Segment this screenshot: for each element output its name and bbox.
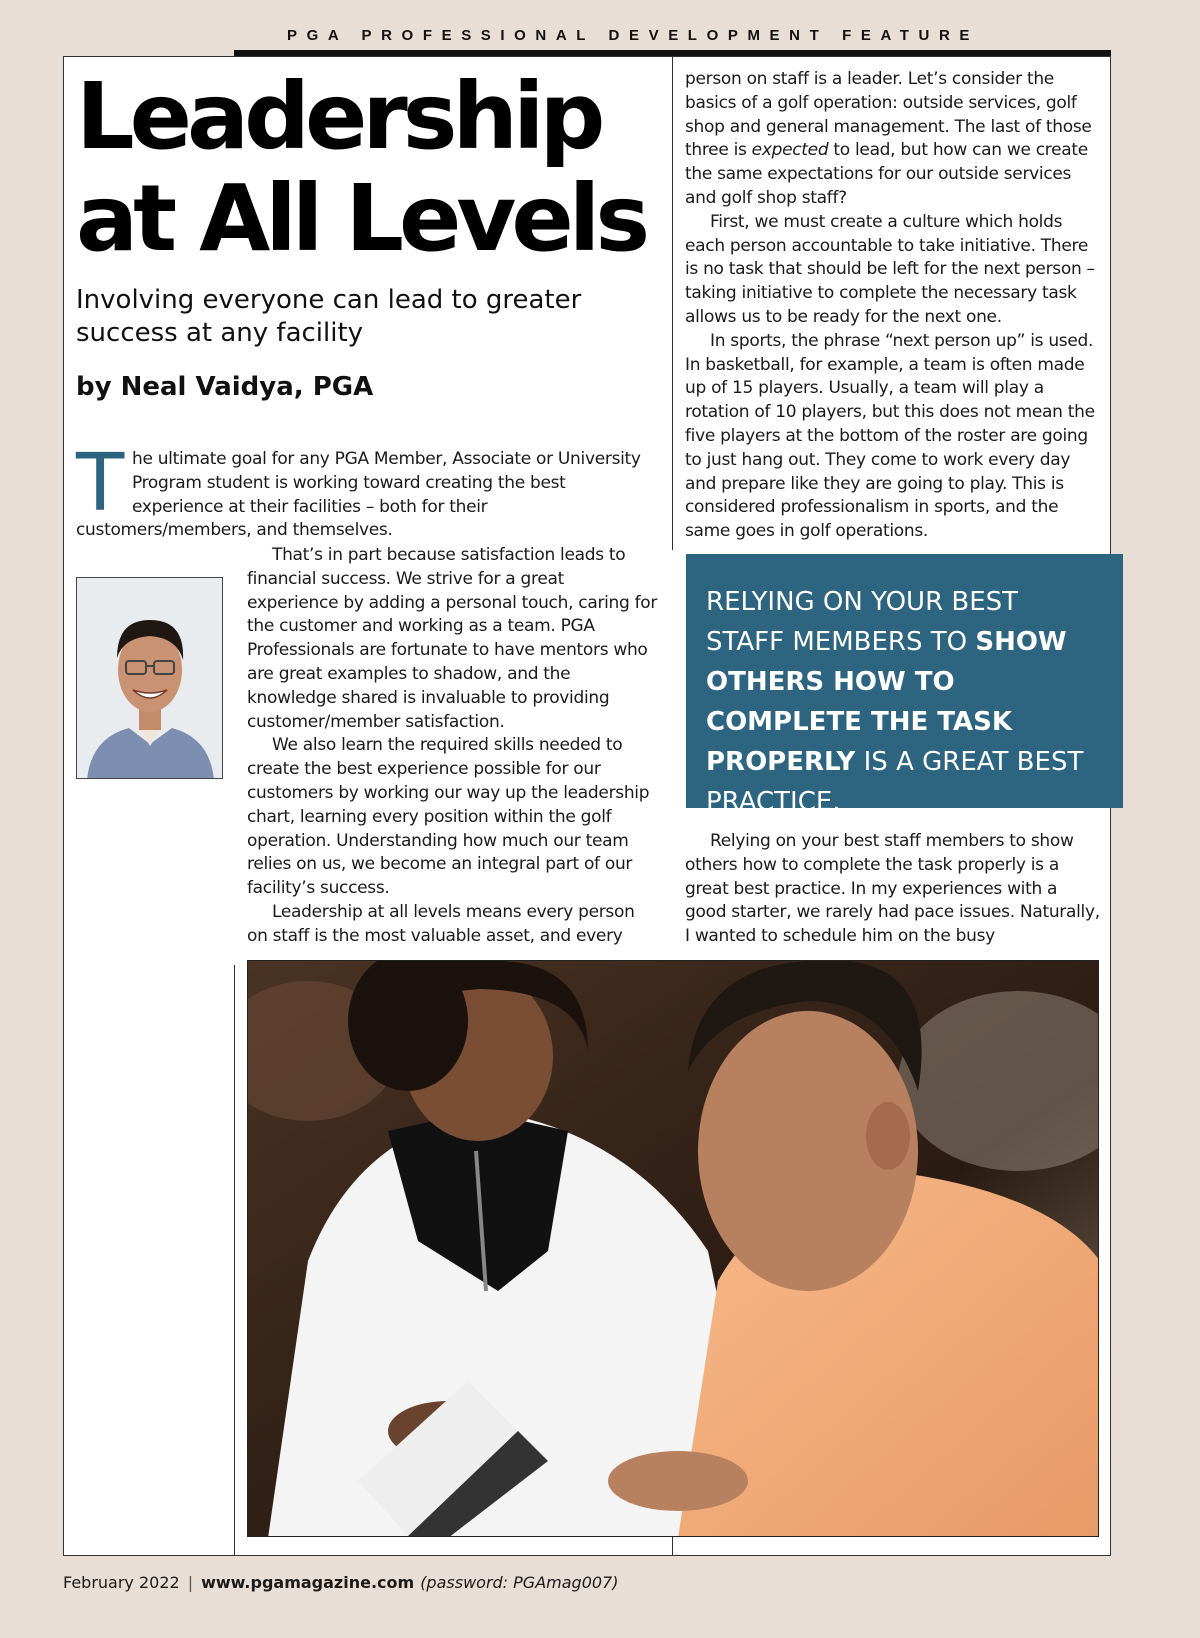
headline-line-2: at All Levels xyxy=(76,165,646,272)
paragraph-text: person on staff is a leader. Let’s consider the basics of a golf operation: outside services, golf shop and general management. The last of those three is xyxy=(685,69,1092,161)
website-link[interactable]: www.pgamagazine.com xyxy=(201,1573,415,1592)
drop-cap: T xyxy=(76,437,124,529)
body-column-3 xyxy=(685,830,1100,949)
footer-separator: | xyxy=(187,1573,194,1592)
pull-quote-bold: SHOW OTHERS HOW TO COMPLETE THE TASK PROPERLY xyxy=(706,627,1067,777)
issue-date: February 2022 xyxy=(63,1573,180,1592)
password-note: (password: PGAmag007) xyxy=(420,1573,619,1592)
author-headshot xyxy=(76,577,223,779)
emphasis: expected xyxy=(751,140,829,161)
paragraph xyxy=(685,68,1100,211)
body-column-1 xyxy=(247,544,659,949)
paragraph: First, we must create a culture which holds each person accountable to take initiative. There is no task that should be left for the next person – taking initiative to complete the necessary task allows us to be ready for the next one. xyxy=(685,211,1095,327)
column-divider-left xyxy=(234,965,235,1556)
column-divider-right-bottom xyxy=(672,1536,673,1556)
paragraph: In sports, the phrase “next person up” is used. In basketball, for example, a team is often made up of 15 players. Usually, a team will play a rotation of 10 players, but this does not mean the five players at the bottom of the roster are going to just hang out. They come to work every day and prepare like they are going to play. This is considered professionalism in sports, and the same goes in golf operations. xyxy=(685,330,1095,542)
pull-quote xyxy=(686,554,1123,817)
pull-quote-text: IS A GREAT BEST PRACTICE. xyxy=(706,747,1084,817)
section-kicker: PGA PROFESSIONAL DEVELOPMENT FEATURE xyxy=(287,27,980,44)
paragraph-text: to lead, but how can we create the same expectations for our outside services and golf shop staff? xyxy=(685,140,1088,208)
deck: Involving everyone can lead to greater success at any facility xyxy=(76,285,582,348)
author-portrait-illustration xyxy=(77,578,223,779)
intro-text: he ultimate goal for any PGA Member, Associate or University Program student is working toward creating the best experience at their facilities – both for their customers/members, and themselves. xyxy=(76,449,641,541)
paragraph: That’s in part because satisfaction leads to financial success. We strive for a great experience by adding a personal touch, caring for the customer and working as a team. PGA Professionals are fortunate to have mentors who are great examples to shadow, and the knowledge shared is invaluable to providing customer/member satisfaction. xyxy=(247,545,658,732)
page-footer xyxy=(63,1573,763,1592)
headline xyxy=(76,63,676,272)
byline: by Neal Vaidya, PGA xyxy=(76,372,374,402)
feature-photo xyxy=(247,960,1099,1537)
paragraph: Relying on your best staff members to show others how to complete the task properly is a great best practice. In my experiences with a good starter, we rarely had pace issues. Naturally, I wanted to schedule him on the busy xyxy=(685,831,1100,947)
paragraph: We also learn the required skills needed to create the best experience possible for our customers by working our way up the leadership chart, learning every position within the golf operation. Understanding how much our team relies on us, we become an integral part of our facility’s success. xyxy=(247,735,650,899)
paragraph: Leadership at all levels means every person on staff is the most valuable asset, and every xyxy=(247,901,635,946)
feature-photo-illustration xyxy=(248,961,1099,1537)
body-column-2 xyxy=(685,68,1100,544)
headline-line-1: Leadership xyxy=(76,63,601,170)
pull-quote-text: RELYING ON YOUR BEST STAFF MEMBERS TO xyxy=(706,587,1019,657)
intro-paragraph xyxy=(76,437,659,543)
